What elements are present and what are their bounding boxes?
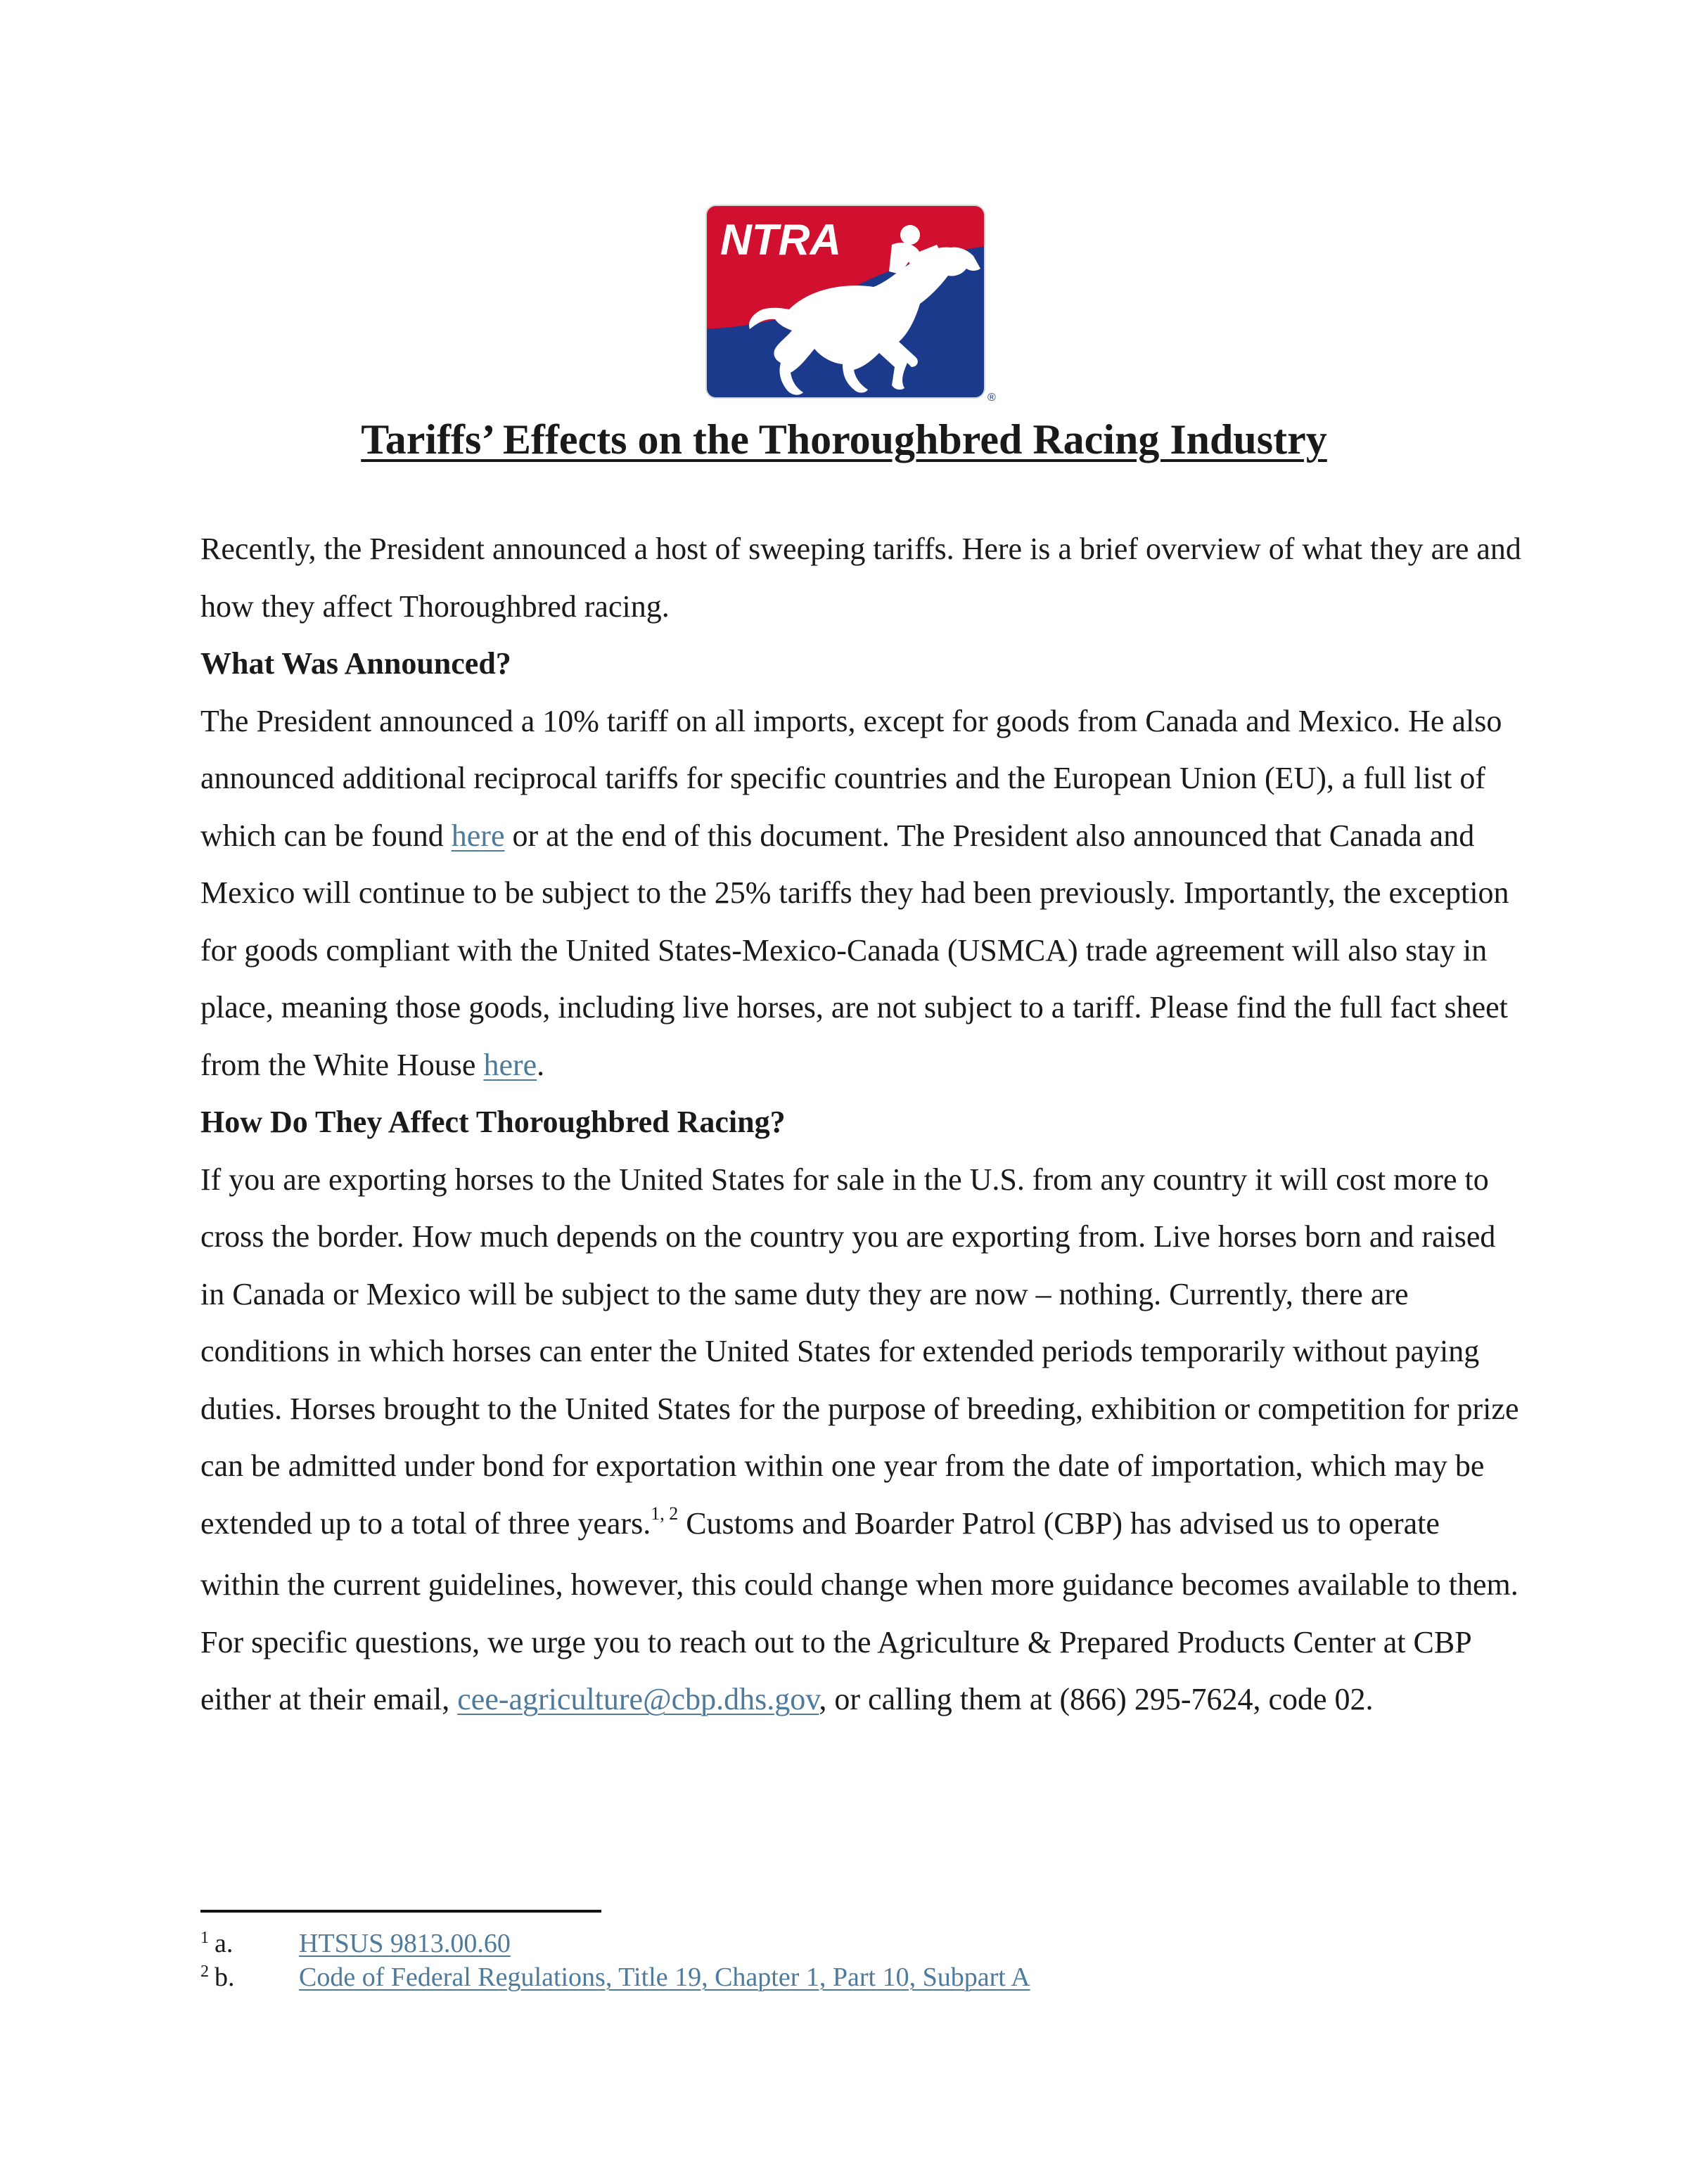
section-heading-effects: How Do They Affect Thoroughbred Racing? <box>200 1105 786 1139</box>
announced-paragraph <box>200 693 1523 1094</box>
white-house-fact-sheet-link[interactable]: here <box>483 1047 537 1082</box>
cbp-email-link[interactable]: cee-agriculture@cbp.dhs.gov <box>457 1682 819 1716</box>
announced-text-2: or at the end of this document. The President also announced that Canada and Mexico will continue to be subject to the 25% tariffs they had been previously. Importantly, the exception for goods compliant with the United States-Mexico-Canada (USMCA) trade agreement will also stay in place, meaning those goods, including live horses, are not subject to a tariff. Please find the full fact sheet from the White House <box>200 818 1509 1082</box>
tariff-list-link[interactable]: here <box>451 818 505 853</box>
footnote-divider <box>200 1910 601 1913</box>
footnote-number: 1 <box>200 1929 209 1947</box>
footnote-1 <box>200 1927 1523 1960</box>
footnote-2 <box>200 1960 1523 1994</box>
announced-text-1: The President announced a 10% tariff on all imports, except for goods from Canada and Mexico. He also announced additional reciprocal tariffs for specific countries and the European Union (EU), a full list of which can be found <box>200 703 1502 853</box>
document-title: Tariffs’ Effects on the Thoroughbred Racing Industry <box>361 416 1327 463</box>
document-body <box>200 520 1523 1728</box>
footnote-letter: a. <box>215 1929 234 1958</box>
intro-paragraph: Recently, the President announced a host of sweeping tariffs. Here is a brief overview of what they are and how they affect Thoroughbred racing. <box>200 532 1521 624</box>
logo-text: NTRA <box>720 216 842 264</box>
announced-text-3: . <box>537 1047 545 1082</box>
footnotes <box>200 1927 1523 1994</box>
ntra-logo-graphic <box>705 204 1000 402</box>
effects-text-2: Customs and Boarder Patrol (CBP) has advised us to operate within the current guidelines, however, this could change when more guidance becomes available to them. For specific questions, we urge you to reach out to the Agriculture & Prepared Products Center at CBP either at their email, <box>200 1505 1518 1716</box>
ntra-logo <box>705 204 1000 402</box>
footnote-link-htsus[interactable]: HTSUS 9813.00.60 <box>299 1929 511 1958</box>
footnote-number: 2 <box>200 1963 209 1981</box>
effects-text-3: , or calling them at (866) 295‑7624, code 02. <box>819 1682 1374 1716</box>
footnote-link-cfr[interactable]: Code of Federal Regulations, Title 19, Chapter 1, Part 10, Subpart A <box>299 1963 1030 1992</box>
footnote-letter: b. <box>215 1963 235 1992</box>
effects-text-1: If you are exporting horses to the United States for sale in the U.S. from any country it will cost more to cross the border. How much depends on the country you are exporting from. Live horses born and raised in Canada or Mexico will be subject to the same duty they are now – nothing. Currently, there are conditions in which horses can enter the United States for extended periods temporarily without paying duties. Horses brought to the United States for the purpose of breeding, exhibition or competition for prize can be admitted under bond for exportation within one year from the date of importation, which may be extended up to a total of three years. <box>200 1162 1519 1541</box>
registered-mark: ® <box>987 392 996 402</box>
section-heading-announced: What Was Announced? <box>200 646 511 681</box>
footnote-references[interactable]: 1, 2 <box>651 1503 679 1524</box>
effects-paragraph <box>200 1151 1523 1728</box>
